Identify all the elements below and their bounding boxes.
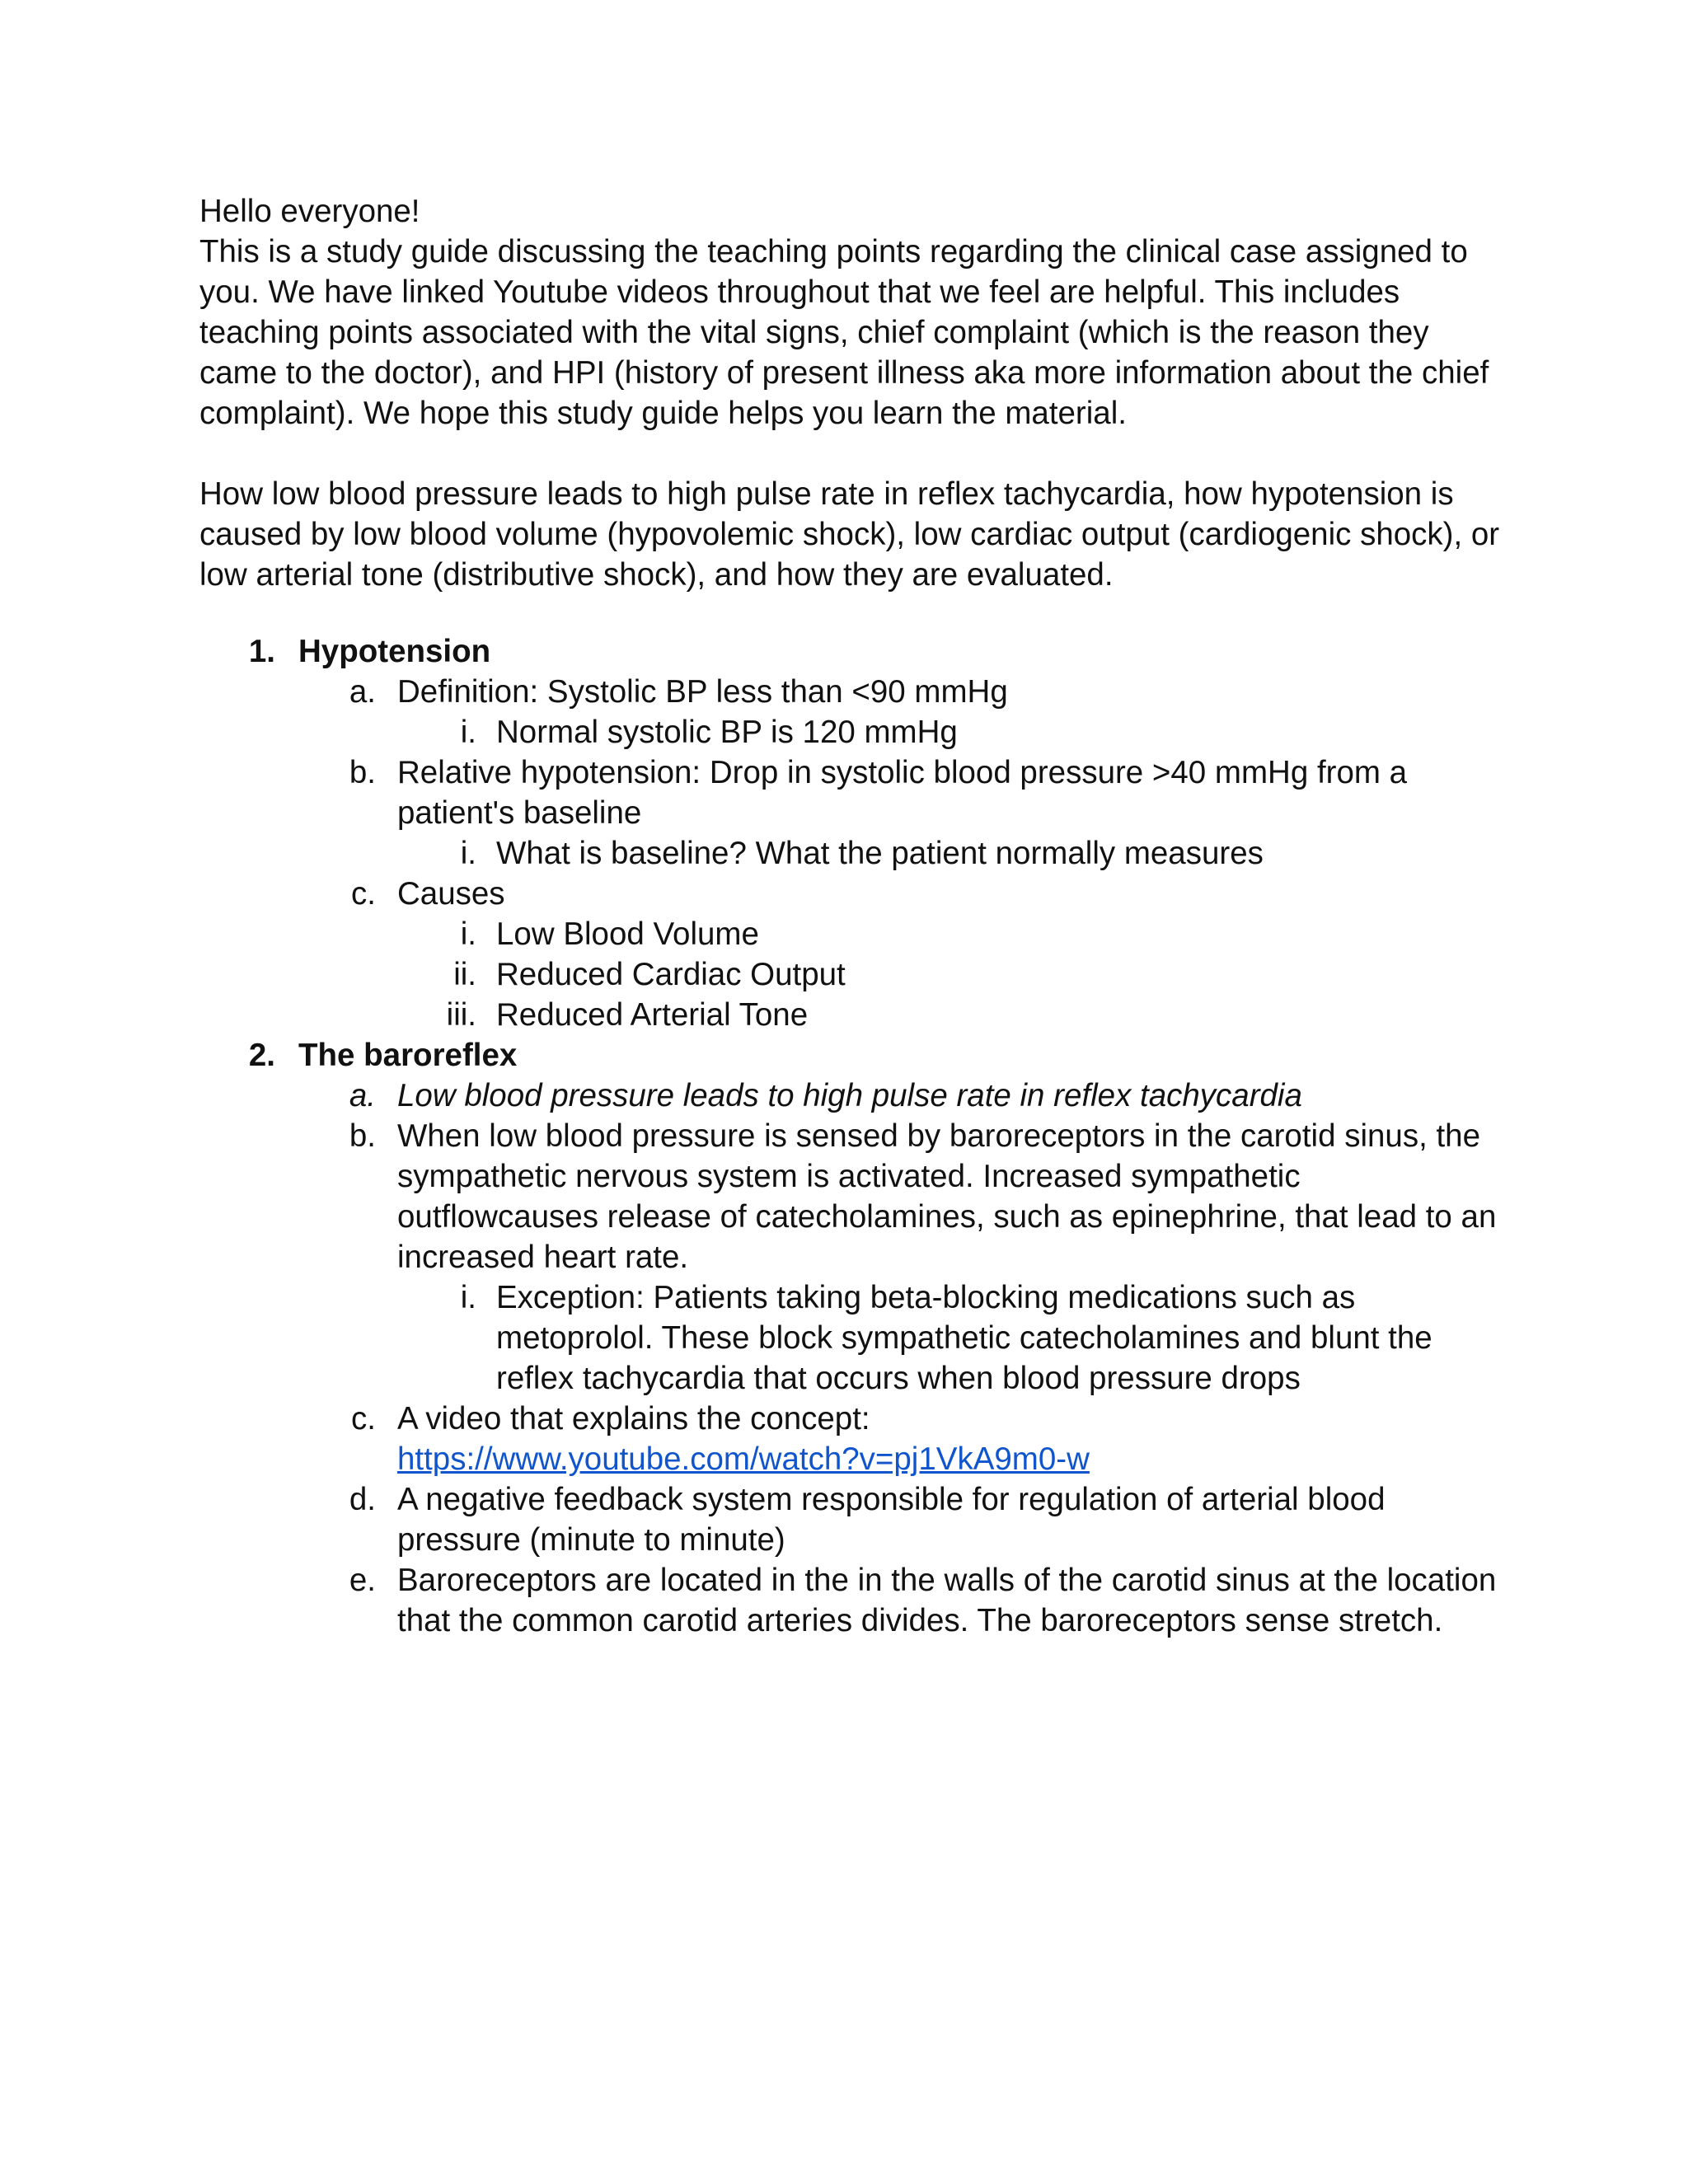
list-item [199,1399,1502,1479]
subitem-text: Normal systolic BP is 120 mmHg [496,715,958,750]
list-subitem [199,954,1502,995]
list-subitem [199,833,1502,874]
section-title: The baroreflex [298,1038,518,1073]
list-item [199,1560,1502,1641]
item-text: When low blood pressure is sensed by baroreceptors in the carotid sinus, the sympathetic nervous system is activated. Increased sympathetic outflowcauses release of catecholamines, such as epinephrine, that lead to an increased heart rate. [397,1118,1497,1275]
subitem-marker: iii. [446,997,476,1033]
section-number: 2. [248,1038,275,1073]
summary-paragraph: How low blood pressure leads to high pulse rate in reflex tachycardia, how hypotension is caused by low blood volume (hypovolemic shock), low cardiac output (cardiogenic shock), or low arterial tone (distributive shock), and how they are evaluated. [199,476,1500,593]
subitem-text: Reduced Cardiac Output [496,957,846,992]
intro-paragraph: This is a study guide discussing the teaching points regarding the clinical case assigned to you. We have linked Youtube videos throughout that we feel are helpful. This includes teaching points associated with the vital signs, chief complaint (which is the reason they came to the doctor), and HPI (history of present illness aka more information about the chief complaint). We hope this study guide helps you learn the material. [199,234,1489,431]
item-marker: b. [349,755,376,790]
item-text: Relative hypotension: Drop in systolic blood pressure >40 mmHg from a patient's baseline [397,755,1408,831]
list-item [199,1479,1502,1560]
subitem-text: Low Blood Volume [496,916,759,952]
list-subitem [199,712,1502,752]
item-marker: c. [351,1401,376,1436]
item-text: A negative feedback system responsible for regulation of arterial blood pressure (minute to minute) [397,1482,1386,1558]
list-item [199,1076,1502,1116]
greeting: Hello everyone! [199,194,420,229]
list-subitem [199,1277,1502,1399]
item-text: Low blood pressure leads to high pulse rate in reflex tachycardia [397,1078,1302,1113]
spacer [199,595,1502,631]
subitem-marker: i. [460,715,476,750]
section-baroreflex [199,1035,1502,1076]
section-number: 1. [248,634,275,669]
subitem-marker: i. [460,916,476,952]
item-marker: a. [349,674,376,710]
item-marker: a. [349,1078,376,1113]
item-text: Definition: Systolic BP less than <90 mmHg [397,674,1008,710]
subitem-marker: i. [460,836,476,871]
item-marker: b. [349,1118,376,1154]
list-item [199,1116,1502,1277]
list-subitem [199,914,1502,954]
section-title: Hypotension [298,634,491,669]
subitem-text: What is baseline? What the patient normally measures [496,836,1264,871]
document-page [199,191,1502,1641]
item-text: Causes [397,876,505,912]
youtube-video-link[interactable]: https://www.youtube.com/watch?v=pj1VkA9m0-w [397,1441,1090,1477]
subitem-marker: ii. [453,957,476,992]
item-marker: c. [351,876,376,912]
subitem-marker: i. [460,1280,476,1315]
subitem-text: Exception: Patients taking beta-blocking medications such as metoprolol. These block sympathetic catecholamines and blunt the reflex tachycardia that occurs when blood pressure drops [496,1280,1432,1396]
section-hypotension [199,631,1502,672]
item-text: A video that explains the concept: [397,1401,870,1436]
subitem-text: Reduced Arterial Tone [496,997,809,1033]
item-text: Baroreceptors are located in the in the walls of the carotid sinus at the location that the common carotid arteries divides. The baroreceptors sense stretch. [397,1563,1497,1638]
list-item [199,752,1502,833]
spacer [199,434,1502,474]
list-item [199,672,1502,712]
list-item [199,874,1502,914]
item-marker: e. [349,1563,376,1598]
list-subitem [199,995,1502,1035]
item-marker: d. [349,1482,376,1517]
